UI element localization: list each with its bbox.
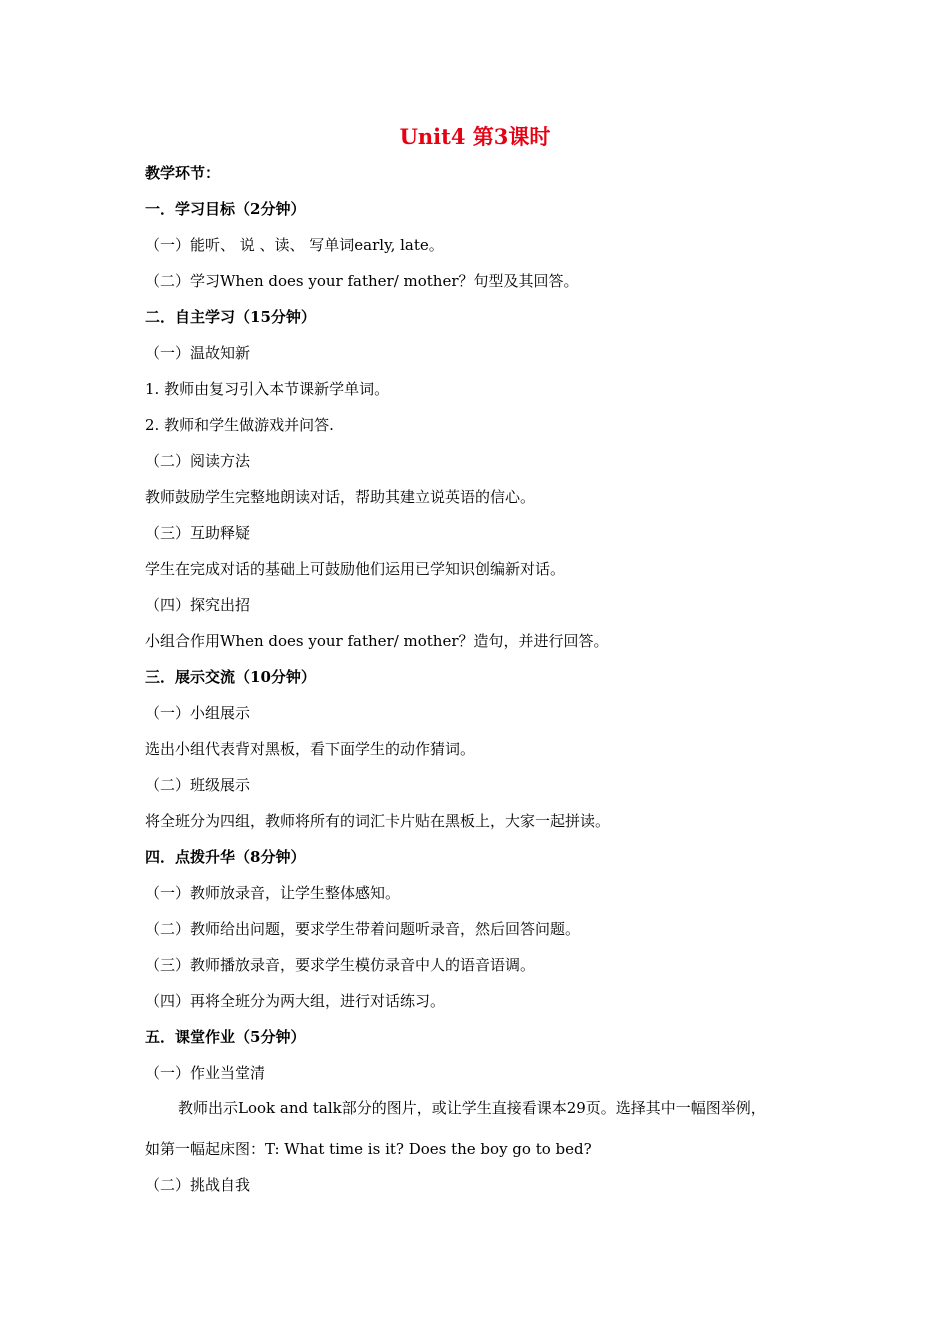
sub-heading: （四）探究出招: [145, 596, 251, 614]
sub-heading: （一）作业当堂清: [145, 1064, 266, 1082]
paragraph-line: 教师鼓励学生完整地朗读对话，帮助其建立说英语的信心。: [145, 488, 536, 506]
section-heading: 二．自主学习（15分钟）: [145, 308, 316, 326]
paragraph-line: （一）能听、 说 、读、 写单词early, late。: [145, 236, 444, 254]
paragraph-line: （三）教师播放录音，要求学生模仿录音中人的语音语调。: [145, 956, 536, 974]
paragraph-line: （一）教师放录音，让学生整体感知。: [145, 884, 401, 902]
section-label: 教学环节：: [145, 164, 221, 182]
document-title: Unit4 第3课时: [399, 124, 551, 149]
sub-heading: （三）互助释疑: [145, 524, 251, 542]
section-heading: 三．展示交流（10分钟）: [145, 668, 316, 686]
paragraph-line: （二）教师给出问题，要求学生带着问题听录音，然后回答问题。: [145, 920, 581, 938]
paragraph-line: 教师出示Look and talk部分的图片，或让学生直接看课本29页。选择其中一幅图举例，: [178, 1099, 766, 1117]
paragraph-line: 小组合作用When does your father/ mother？造句，并进行回答。: [145, 632, 609, 650]
sub-heading: （二）挑战自我: [145, 1176, 251, 1194]
paragraph-line: （四）再将全班分为两大组，进行对话练习。: [145, 992, 446, 1010]
paragraph-line: 将全班分为四组，教师将所有的词汇卡片贴在黑板上，大家一起拼读。: [145, 812, 611, 830]
paragraph-line: 1. 教师由复习引入本节课新学单词。: [145, 380, 390, 398]
sub-heading: （二）阅读方法: [145, 452, 251, 470]
section-heading: 四．点拨升华（8分钟）: [145, 848, 306, 866]
paragraph-line: 选出小组代表背对黑板，看下面学生的动作猜词。: [145, 740, 476, 758]
paragraph-line: 学生在完成对话的基础上可鼓励他们运用已学知识创编新对话。: [145, 560, 566, 578]
paragraph-line: （二）学习When does your father/ mother？句型及其回答。: [145, 272, 579, 290]
sub-heading: （二）班级展示: [145, 776, 251, 794]
sub-heading: （一）小组展示: [145, 704, 251, 722]
section-heading: 一．学习目标（2分钟）: [145, 200, 306, 218]
paragraph-line: 2. 教师和学生做游戏并问答.: [145, 416, 334, 434]
section-heading: 五．课堂作业（5分钟）: [145, 1028, 306, 1046]
paragraph-line: 如第一幅起床图：T: What time is it? Does the boy go to bed?: [145, 1140, 592, 1158]
sub-heading: （一）温故知新: [145, 344, 251, 362]
